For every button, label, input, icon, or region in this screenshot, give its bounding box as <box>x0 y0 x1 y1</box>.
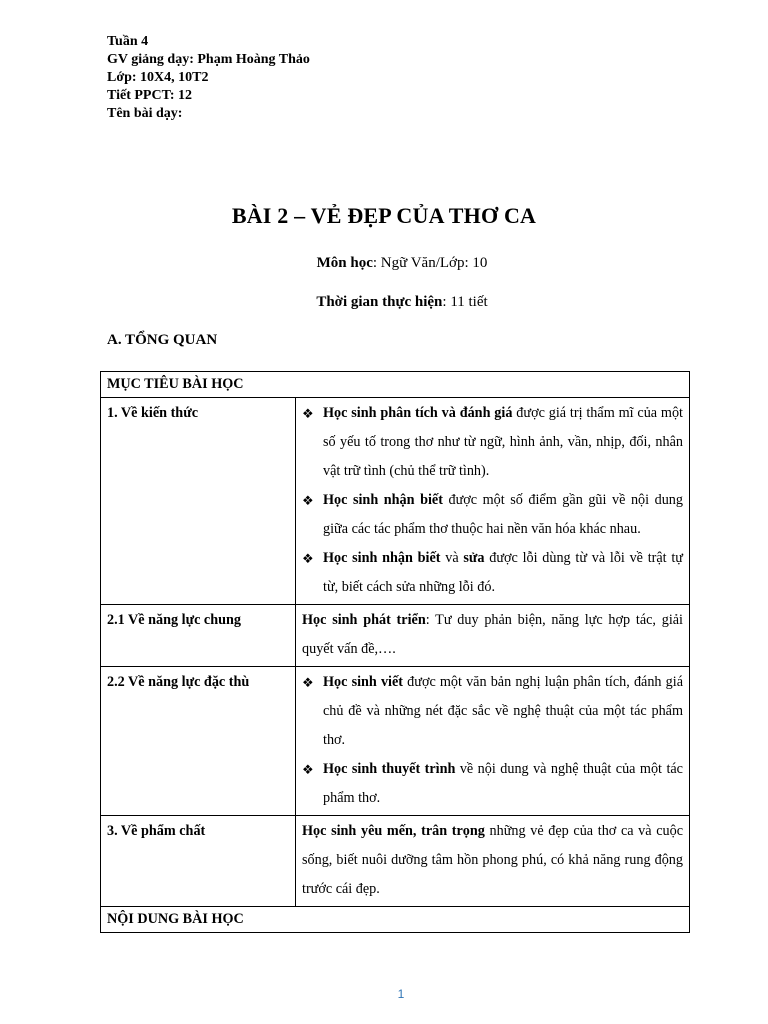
item-text: và <box>440 550 464 566</box>
row-content <box>296 816 690 907</box>
row-label: 2.2 Về năng lực đặc thù <box>101 667 296 816</box>
list-item <box>302 399 683 486</box>
objectives-table <box>100 371 690 933</box>
list-item <box>302 668 683 755</box>
item-text: những vẻ đẹp của thơ ca và cuộc sống, biết nuôi dưỡng tâm hồn phong phú, có khả năng rung động trước cái đẹp. <box>302 823 684 897</box>
table-footer-row <box>101 907 690 933</box>
diamond-bullet-icon: ❖ <box>302 675 314 690</box>
item-bold: sửa <box>463 550 485 566</box>
teacher-line: GV giảng dạy: Phạm Hoàng Thảo <box>107 52 310 67</box>
row-content <box>296 605 690 667</box>
section-heading: A. TỔNG QUAN <box>107 332 218 348</box>
lesson-title: BÀI 2 – VẺ ĐẸP CỦA THƠ CA <box>231 203 537 228</box>
item-text: về nội dung và nghệ thuật của một tác phẩm thơ. <box>323 761 683 806</box>
list-item <box>302 544 683 602</box>
subject-value: : Ngữ Văn/Lớp: 10 <box>372 255 488 271</box>
item-text: được một số điểm gần gũi về nội dung giữa các tác phẩm thơ thuộc hai nền văn hóa khác nhau. <box>323 492 683 537</box>
row-content <box>296 398 690 605</box>
row-label: 2.1 Về năng lực chung <box>101 605 296 667</box>
item-text: được lỗi dùng từ và lỗi về trật tự từ, biết cách sửa những lỗi đó. <box>323 550 683 595</box>
item-bold: Học sinh viết <box>323 674 404 690</box>
table-header: MỤC TIÊU BÀI HỌC <box>101 372 690 398</box>
table-row <box>101 605 690 667</box>
class-line: Lớp: 10X4, 10T2 <box>107 70 209 85</box>
item-bold: Học sinh thuyết trình <box>323 761 456 777</box>
table-footer: NỘI DUNG BÀI HỌC <box>101 907 690 933</box>
row-label: 1. Về kiến thức <box>101 398 296 605</box>
subject-line <box>0 255 768 272</box>
item-text: được một văn bản nghị luận phân tích, đánh giá chủ đề và những nét đặc sắc về nghệ thuật của một tác phẩm thơ. <box>323 674 683 748</box>
subject-label: Môn học <box>316 255 373 271</box>
list-item <box>302 755 683 813</box>
diamond-bullet-icon: ❖ <box>302 493 314 508</box>
page-number: 1 <box>397 987 405 1001</box>
lesson-name-line: Tên bài dạy: <box>107 106 183 121</box>
table-row <box>101 398 690 605</box>
table-header-row <box>101 372 690 398</box>
duration-label: Thời gian thực hiện <box>316 294 443 310</box>
item-bold: Học sinh nhận biết <box>323 550 441 566</box>
item-bold: Học sinh phát triển <box>302 612 426 628</box>
item-bold: Học sinh nhận biết <box>323 492 443 508</box>
week-line: Tuần 4 <box>107 34 149 49</box>
diamond-bullet-icon: ❖ <box>302 406 314 421</box>
document-header <box>107 33 310 123</box>
list-item <box>302 486 683 544</box>
row-content <box>296 667 690 816</box>
item-text: được giá trị thẩm mĩ của một số yếu tố trong thơ như từ ngữ, hình ảnh, vần, nhịp, đối, nhân vật trữ tình (chủ thể trữ tình). <box>323 405 683 479</box>
item-text: : Tư duy phản biện, năng lực hợp tác, giải quyết vấn đề,…. <box>302 612 684 657</box>
period-line: Tiết PPCT: 12 <box>107 88 193 103</box>
duration-value: : 11 tiết <box>442 294 488 310</box>
table-row <box>101 816 690 907</box>
diamond-bullet-icon: ❖ <box>302 762 314 777</box>
diamond-bullet-icon: ❖ <box>302 551 314 566</box>
row-label: 3. Về phẩm chất <box>101 816 296 907</box>
duration-line <box>0 294 768 311</box>
item-bold: Học sinh phân tích và đánh giá <box>323 405 513 421</box>
table-row <box>101 667 690 816</box>
item-bold: Học sinh yêu mến, trân trọng <box>302 823 485 839</box>
